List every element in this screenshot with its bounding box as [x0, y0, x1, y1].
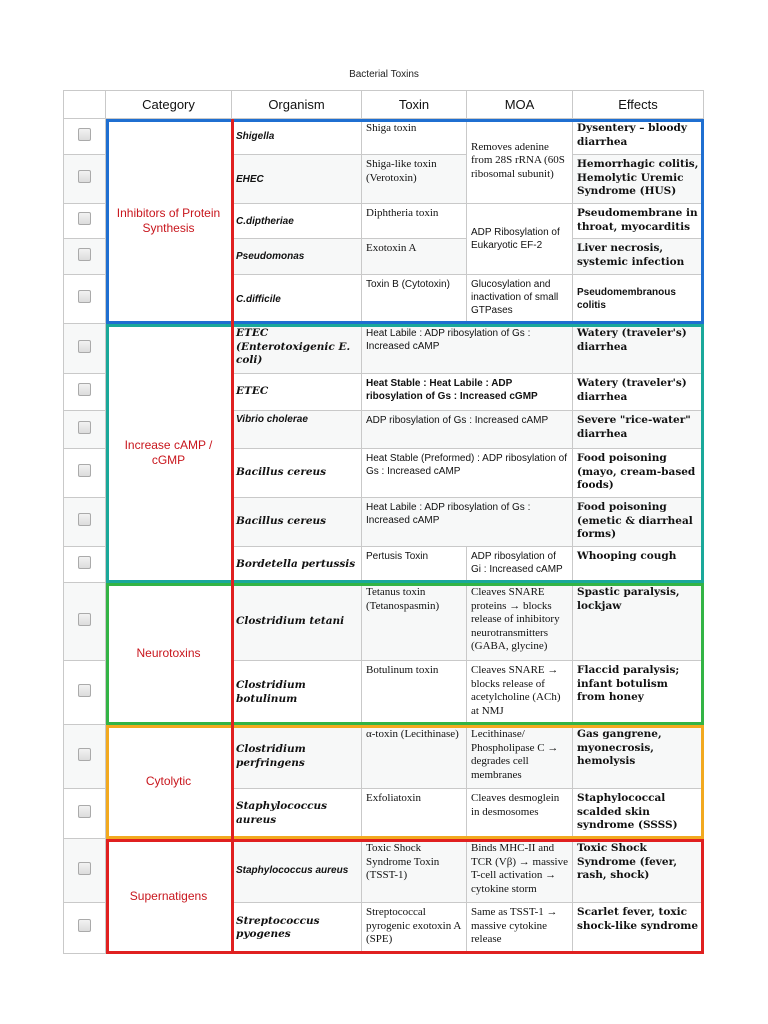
- moa-cell: Binds MHC-II and TCR (Vβ) → massive T-cell activation → cytokine storm: [467, 839, 573, 903]
- organism-cell: Clostridium tetani: [232, 583, 362, 661]
- checkbox-icon[interactable]: [78, 556, 91, 569]
- organism-cell: EHEC: [232, 155, 362, 204]
- organism-cell: Shigella: [232, 119, 362, 155]
- toxin-cell: Diphtheria toxin: [362, 204, 467, 239]
- organism-cell: Vibrio cholerae: [232, 411, 362, 449]
- effects-cell: Liver necrosis, systemic infection: [573, 239, 704, 275]
- organism-cell: Streptococcus pyogenes: [232, 903, 362, 954]
- toxin-cell: Tetanus toxin (Tetanospasmin): [362, 583, 467, 661]
- toxin-moa-cell: Heat Labile : ADP ribosylation of Gs : Increased cAMP: [362, 324, 573, 374]
- row-checkbox[interactable]: [64, 155, 106, 204]
- header-checkbox: [64, 91, 106, 119]
- effects-cell: Gas gangrene, myonecrosis, hemolysis: [573, 725, 704, 789]
- row-checkbox[interactable]: [64, 275, 106, 324]
- toxin-cell: Shiga-like toxin (Verotoxin): [362, 155, 467, 204]
- checkbox-icon[interactable]: [78, 128, 91, 141]
- row-checkbox[interactable]: [64, 239, 106, 275]
- toxins-table: [63, 90, 704, 954]
- toxin-cell: Toxic Shock Syndrome Toxin (TSST-1): [362, 839, 467, 903]
- moa-cell: ADP Ribosylation of Eukaryotic EF-2: [467, 204, 573, 275]
- checkbox-icon[interactable]: [78, 212, 91, 225]
- effects-cell: Staphylococcal scalded skin syndrome (SSSS): [573, 789, 704, 839]
- organism-cell: Clostridium perfringens: [232, 725, 362, 789]
- organism-cell: Bacillus cereus: [232, 498, 362, 547]
- organism-cell: Bordetella pertussis: [232, 547, 362, 583]
- organism-cell: C.difficile: [232, 275, 362, 324]
- category-super: Supernatigens: [106, 839, 232, 954]
- effects-cell: Scarlet fever, toxic shock-like syndrome: [573, 903, 704, 954]
- row-checkbox[interactable]: [64, 498, 106, 547]
- organism-cell: Staphylococcus aureus: [232, 789, 362, 839]
- effects-cell: Toxic Shock Syndrome (fever, rash, shock): [573, 839, 704, 903]
- toxin-cell: Exotoxin A: [362, 239, 467, 275]
- category-camp: Increase cAMP / cGMP: [106, 324, 232, 583]
- toxin-moa-cell: Heat Stable (Preformed) : ADP ribosylation of Gs : Increased cAMP: [362, 449, 573, 498]
- table-row: [64, 324, 704, 374]
- toxin-moa-cell: ADP ribosylation of Gs : Increased cAMP: [362, 411, 573, 449]
- toxin-cell: Shiga toxin: [362, 119, 467, 155]
- effects-cell: Pseudomembranous colitis: [573, 275, 704, 324]
- row-checkbox[interactable]: [64, 547, 106, 583]
- row-checkbox[interactable]: [64, 324, 106, 374]
- effects-cell: Watery (traveler's) diarrhea: [573, 324, 704, 374]
- checkbox-icon[interactable]: [78, 290, 91, 303]
- table-row: [64, 839, 704, 903]
- moa-cell: Same as TSST-1 → massive cytokine release: [467, 903, 573, 954]
- organism-cell: Staphylococcus aureus: [232, 839, 362, 903]
- moa-cell: Glucosylation and inactivation of small GTPases: [467, 275, 573, 324]
- organism-cell: ETEC (Enterotoxigenic E. coli): [232, 324, 362, 374]
- row-checkbox[interactable]: [64, 204, 106, 239]
- toxin-cell: Streptococcal pyrogenic exotoxin A (SPE): [362, 903, 467, 954]
- row-checkbox[interactable]: [64, 903, 106, 954]
- moa-cell: Cleaves SNARE → blocks release of acetylcholine (ACh) at NMJ: [467, 661, 573, 725]
- checkbox-icon[interactable]: [78, 919, 91, 932]
- header-category: Category: [106, 91, 232, 119]
- header-moa: MOA: [467, 91, 573, 119]
- effects-cell: Watery (traveler's) diarrhea: [573, 374, 704, 411]
- toxin-cell: Pertusis Toxin: [362, 547, 467, 583]
- separator-camp: [231, 324, 234, 583]
- row-checkbox[interactable]: [64, 411, 106, 449]
- row-checkbox[interactable]: [64, 725, 106, 789]
- row-checkbox[interactable]: [64, 449, 106, 498]
- checkbox-icon[interactable]: [78, 748, 91, 761]
- separator-cytolytic: [231, 725, 234, 839]
- header-organism: Organism: [232, 91, 362, 119]
- organism-cell: ETEC: [232, 374, 362, 411]
- effects-cell: Hemorrhagic colitis, Hemolytic Uremic Syndrome (HUS): [573, 155, 704, 204]
- table-row: [64, 583, 704, 661]
- moa-cell: Cleaves SNARE proteins → blocks release of inhibitory neurotransmitters (GABA, glycine): [467, 583, 573, 661]
- separator-super: [231, 839, 234, 954]
- toxin-moa-cell: Heat Stable : Heat Labile : ADP ribosylation of Gs : Increased cGMP: [362, 374, 573, 411]
- page-title: Bacterial Toxins: [349, 69, 419, 80]
- separator-neuro: [231, 583, 234, 725]
- toxin-moa-cell: Heat Labile : ADP ribosylation of Gs : Increased cAMP: [362, 498, 573, 547]
- checkbox-icon[interactable]: [78, 340, 91, 353]
- checkbox-icon[interactable]: [78, 684, 91, 697]
- moa-cell: Removes adenine from 28S rRNA (60S ribosomal subunit): [467, 119, 573, 204]
- header-toxin: Toxin: [362, 91, 467, 119]
- checkbox-icon[interactable]: [78, 170, 91, 183]
- toxin-cell: Toxin B (Cytotoxin): [362, 275, 467, 324]
- category-inhibitors: Inhibitors of Protein Synthesis: [106, 119, 232, 324]
- effects-cell: Food poisoning (emetic & diarrheal forms): [573, 498, 704, 547]
- row-checkbox[interactable]: [64, 374, 106, 411]
- table-row: [64, 119, 704, 155]
- toxin-cell: Botulinum toxin: [362, 661, 467, 725]
- organism-cell: Clostridium botulinum: [232, 661, 362, 725]
- row-checkbox[interactable]: [64, 583, 106, 661]
- row-checkbox[interactable]: [64, 661, 106, 725]
- table-row: [64, 725, 704, 789]
- checkbox-icon[interactable]: [78, 613, 91, 626]
- effects-cell: Severe "rice-water" diarrhea: [573, 411, 704, 449]
- effects-cell: Pseudomembrane in throat, myocarditis: [573, 204, 704, 239]
- row-checkbox[interactable]: [64, 839, 106, 903]
- checkbox-icon[interactable]: [78, 421, 91, 434]
- moa-cell: ADP ribosylation of Gi : Increased cAMP: [467, 547, 573, 583]
- organism-cell: C.diptheriae: [232, 204, 362, 239]
- separator-inhibitors: [231, 119, 234, 324]
- moa-cell: Cleaves desmoglein in desmosomes: [467, 789, 573, 839]
- effects-cell: Dysentery – bloody diarrhea: [573, 119, 704, 155]
- checkbox-icon[interactable]: [78, 862, 91, 875]
- moa-cell: Lecithinase/ Phospholipase C → degrades cell membranes: [467, 725, 573, 789]
- category-neuro: Neurotoxins: [106, 583, 232, 725]
- toxin-cell: Exfoliatoxin: [362, 789, 467, 839]
- header-effects: Effects: [573, 91, 704, 119]
- row-checkbox[interactable]: [64, 789, 106, 839]
- effects-cell: Spastic paralysis, lockjaw: [573, 583, 704, 661]
- checkbox-icon[interactable]: [78, 383, 91, 396]
- organism-cell: Bacillus cereus: [232, 449, 362, 498]
- category-cytolytic: Cytolytic: [106, 725, 232, 839]
- organism-cell: Pseudomonas: [232, 239, 362, 275]
- toxin-cell: α-toxin (Lecithinase): [362, 725, 467, 789]
- effects-cell: Food poisoning (mayo, cream-based foods): [573, 449, 704, 498]
- effects-cell: Whooping cough: [573, 547, 704, 583]
- checkbox-icon[interactable]: [78, 248, 91, 261]
- row-checkbox[interactable]: [64, 119, 106, 155]
- checkbox-icon[interactable]: [78, 464, 91, 477]
- checkbox-icon[interactable]: [78, 513, 91, 526]
- effects-cell: Flaccid paralysis; infant botulism from honey: [573, 661, 704, 725]
- checkbox-icon[interactable]: [78, 805, 91, 818]
